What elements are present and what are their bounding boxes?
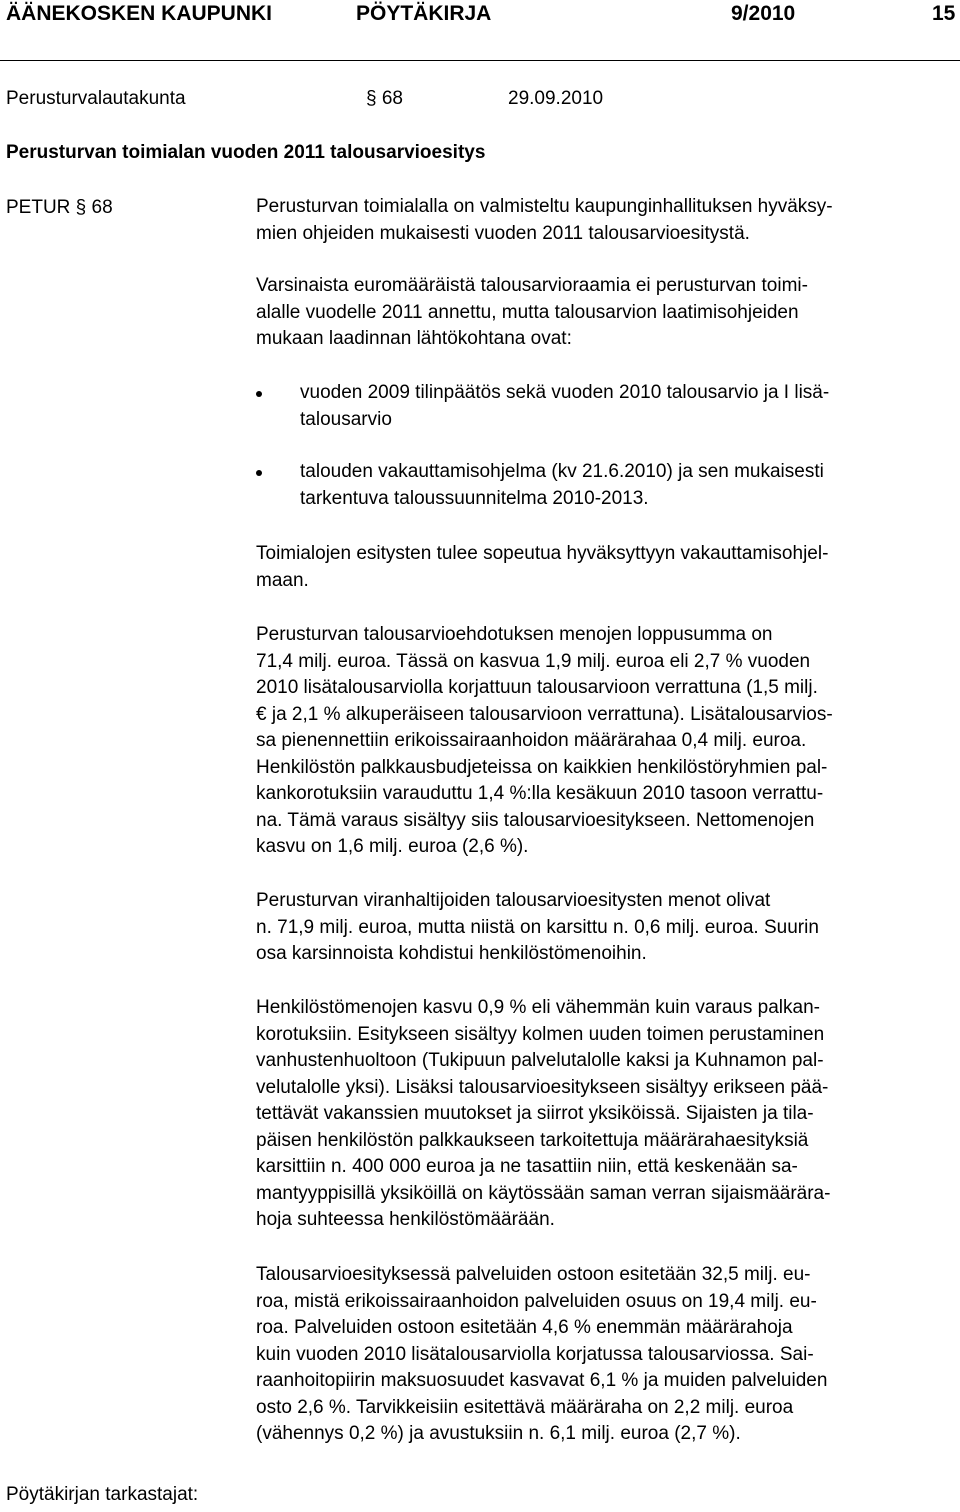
paragraph-3 xyxy=(256,622,956,861)
text-line: kankorotuksiin varauduttu 1,4 %:lla kesäkuun 2010 tasoon verrattu- xyxy=(256,783,824,804)
text-line: talousarvio xyxy=(300,408,392,430)
text-line: osto 2,6 %. Tarvikkeisiin esitettävä määräraha on 2,2 milj. euroa xyxy=(256,1396,794,1418)
text-line: roa, mistä erikoissairaanhoidon palveluiden osuus on 19,4 milj. eu- xyxy=(256,1290,817,1312)
text-line: päisen henkilöstön palkkaukseen tarkoitettuja määrärahaesityksiä xyxy=(256,1129,809,1151)
text-line: hoja suhteessa henkilöstömäärään. xyxy=(256,1209,555,1230)
text-line: Varsinaista euromääräistä talousarvioraamia ei perusturvan toimi- xyxy=(256,275,808,296)
page-number: 15 xyxy=(932,2,956,25)
text-line: Perusturvan viranhaltijoiden talousarvioesitysten menot olivat xyxy=(256,890,771,911)
bullet-item xyxy=(256,380,956,433)
meeting-date: 29.09.2010 xyxy=(508,88,604,109)
committee-name: Perusturvalautakunta xyxy=(6,88,186,109)
text-line: maan. xyxy=(256,569,309,591)
text-line: € ja 2,1 % alkuperäiseen talousarvioon verrattuna). Lisätalousarvios- xyxy=(256,703,833,725)
page-title: Perusturvan toimialan vuoden 2011 talousarvioesitys xyxy=(6,142,486,163)
text-line: vuoden 2009 tilinpäätös sekä vuoden 2010 talousarvio ja I lisä- xyxy=(300,382,830,403)
doc-number: 9/2010 xyxy=(731,2,796,25)
text-line: osa karsinnoista kohdistui henkilöstömenoihin. xyxy=(256,943,647,964)
bullet-icon xyxy=(256,391,262,397)
text-line: kasvu on 1,6 milj. euroa (2,6 %). xyxy=(256,836,529,857)
paragraph-1 xyxy=(256,273,956,353)
footer-label: Pöytäkirjan tarkastajat: xyxy=(6,1484,199,1505)
org-name: ÄÄNEKOSKEN KAUPUNKI xyxy=(6,2,273,25)
text-line: roa. Palveluiden ostoon esitetään 4,6 % enemmän määrärahoja xyxy=(256,1317,793,1338)
text-line: n. 71,9 milj. euroa, mutta niistä on karsittu n. 0,6 milj. euroa. Suurin xyxy=(256,916,819,938)
text-line: Henkilöstön palkkausbudjeteissa on kaikkien henkilöstöryhmien pal- xyxy=(256,756,828,778)
text-line: talouden vakauttamisohjelma (kv 21.6.2010) ja sen mukaisesti xyxy=(300,461,824,482)
text-line: velutalolle yksi). Lisäksi talousarvioesitykseen sisältyy erikseen pää- xyxy=(256,1076,829,1098)
text-line: Talousarvioesityksessä palveluiden ostoon esitetään 32,5 milj. eu- xyxy=(256,1264,811,1285)
text-line: Perusturvan toimialalla on valmisteltu kaupunginhallituksen hyväksy- xyxy=(256,196,833,217)
section-number: § 68 xyxy=(366,88,403,109)
paragraph-5 xyxy=(256,995,956,1234)
text-line: 2010 lisätalousarviolla korjattuun talousarvioon verrattuna (1,5 milj. xyxy=(256,677,818,698)
bullet-icon xyxy=(256,470,262,476)
text-line: Toimialojen esitysten tulee sopeutua hyväksyttyyn vakauttamisohjel- xyxy=(256,543,829,564)
paragraph-2 xyxy=(256,541,956,594)
doc-type: PÖYTÄKIRJA xyxy=(356,2,492,25)
text-line: kuin vuoden 2010 lisätalousarviolla korjatussa talousarviossa. Sai- xyxy=(256,1343,814,1365)
text-line: na. Tämä varaus sisältyy siis talousarvioesitykseen. Nettomenojen xyxy=(256,809,815,831)
bullet-list xyxy=(256,380,956,512)
text-line: korotuksiin. Esitykseen sisältyy kolmen uuden toimen perustaminen xyxy=(256,1023,825,1045)
text-line: Henkilöstömenojen kasvu 0,9 % eli vähemmän kuin varaus palkan- xyxy=(256,997,820,1018)
text-line: mien ohjeiden mukaisesti vuoden 2011 talousarvioesitystä. xyxy=(256,222,750,244)
paragraph-4 xyxy=(256,888,956,968)
bullet-item xyxy=(256,459,956,512)
text-line: tarkentuva taloussuunnitelma 2010-2013. xyxy=(300,487,649,509)
intro-paragraph xyxy=(256,194,956,247)
text-line: 71,4 milj. euroa. Tässä on kasvua 1,9 milj. euroa eli 2,7 % vuoden xyxy=(256,650,811,672)
text-line: vanhustenhuoltoon (Tukipuun palvelutalolle kaksi ja Kuhnamon pal- xyxy=(256,1050,824,1071)
text-line: sa pienennettiin erikoissairaanhoidon määrärahaa 0,4 milj. euroa. xyxy=(256,730,807,751)
text-line: karsittiin n. 400 000 euroa ja ne tasattiin niin, että keskenään sa- xyxy=(256,1156,798,1177)
text-line: mukaan laadinnan lähtökohtana ovat: xyxy=(256,328,572,349)
item-reference: PETUR § 68 xyxy=(6,197,113,218)
text-line: (vähennys 0,2 %) ja avustuksiin n. 6,1 milj. euroa (2,7 %). xyxy=(256,1423,741,1444)
text-line: raanhoitopiirin maksuosuudet kasvavat 6,1 % ja muiden palveluiden xyxy=(256,1370,828,1391)
text-line: tettävät vakanssien muutokset ja siirrot yksiköissä. Sijaisten ja tila- xyxy=(256,1103,814,1124)
text-line: mantyyppisillä yksiköillä on käytössään saman verran sijaismäärära- xyxy=(256,1182,831,1204)
text-line: alalle vuodelle 2011 annettu, mutta talousarvion laatimisohjeiden xyxy=(256,301,799,323)
header-divider xyxy=(0,60,960,61)
text-line: Perusturvan talousarvioehdotuksen menojen loppusumma on xyxy=(256,624,773,645)
paragraph-6 xyxy=(256,1262,956,1448)
